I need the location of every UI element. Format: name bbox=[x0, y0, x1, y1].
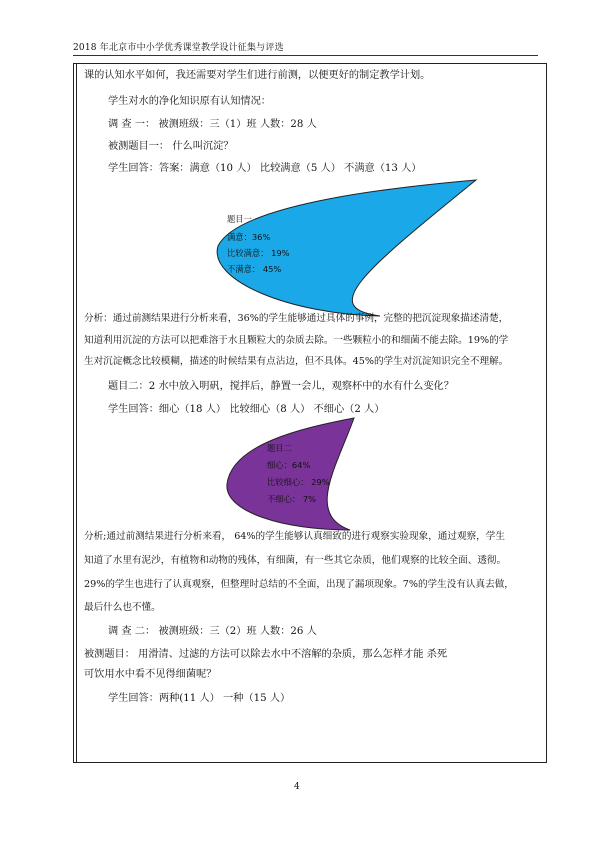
shape-two-careless: 不细心： 7% bbox=[267, 494, 316, 504]
survey-one-heading: 调 查 一： 被测班级：三（1）班 人数：28 人 bbox=[108, 119, 317, 130]
analysis-one-line-1: 分析：通过前测结果进行分析来看，36%的学生能够通过具体的事例，完整的把沉淀现象描述清楚， bbox=[84, 313, 509, 324]
shape-one-fairly-satisfied: 比较满意： 19% bbox=[227, 248, 290, 258]
analysis-two-line-4: 最后什么也不懂。 bbox=[84, 602, 161, 613]
intro-line: 课的认知水平如何，我还需要对学生们进行前测，以便更好的制定教学计划。 bbox=[84, 70, 431, 81]
shape-two-fairly-careful: 比较细心： 29% bbox=[267, 477, 330, 487]
page-header-title: 2018 年北京市中小学优秀课堂教学设计征集与评选 bbox=[73, 43, 284, 53]
prior-knowledge-line: 学生对水的净化知识原有认知情况： bbox=[108, 96, 271, 107]
shape-one-title: 题目一 bbox=[227, 214, 252, 224]
shape-one-satisfied: 满意：36% bbox=[227, 232, 271, 242]
shape-one-unsatisfied: 不满意： 45% bbox=[227, 264, 282, 274]
analysis-two-line-1: 分析;通过前测结果进行分析来看， 64%的学生能够认真细致的进行观察实验现象，通过观察，学生 bbox=[84, 531, 505, 542]
page-number: 4 bbox=[294, 782, 300, 792]
analysis-two-line-3: 29%的学生也进行了认真观察，但整理时总结的不全面，出现了漏项现象。7%的学生没有认真去做， bbox=[84, 579, 514, 590]
question-two: 题目二：2 水中放入明矾，搅拌后，静置一会儿，观察杯中的水有什么变化？ bbox=[108, 381, 454, 392]
question-two-answers: 学生回答：细心（18 人） 比较细心（8 人） 不细心（2 人） bbox=[108, 404, 385, 415]
frame-left-rule bbox=[76, 63, 77, 763]
survey-two-heading: 调 查 二： 被测班级：三（2）班 人数：26 人 bbox=[108, 626, 317, 637]
header-divider bbox=[73, 55, 538, 56]
survey-two-question-line-1: 被测题目： 用滑清、过滤的方法可以除去水中不溶解的杂质，那么怎样才能 杀死 bbox=[84, 649, 448, 660]
survey-two-question-line-2: 可饮用水中看不见得细菌呢？ bbox=[84, 669, 217, 680]
analysis-one-line-2: 知道利用沉淀的方法可以把难溶于水且颗粒大的杂质去除。一些颗粒小的和细菌不能去除。19%的学 bbox=[84, 335, 509, 346]
analysis-two-line-2: 知道了水里有泥沙，有植物和动物的残体，有细菌，有一些其它杂质，他们观察的比较全面、透彻。 bbox=[84, 555, 507, 566]
shape-two-careful: 细心：64% bbox=[267, 460, 311, 470]
survey-one-question: 被测题目一： 什么叫沉淀？ bbox=[108, 141, 234, 152]
shape-two-title: 题目二 bbox=[267, 443, 292, 453]
analysis-one-line-3: 生对沉淀概念比较模糊，描述的时候结果有点沾边，但不具体。45%的学生对沉淀知识完全不理解。 bbox=[84, 356, 509, 367]
survey-two-answers: 学生回答：两种(11 人） 一种（15 人） bbox=[108, 693, 291, 704]
survey-one-answers: 学生回答：答案：满意（10 人） 比较满意（5 人） 不满意（13 人） bbox=[108, 163, 422, 174]
